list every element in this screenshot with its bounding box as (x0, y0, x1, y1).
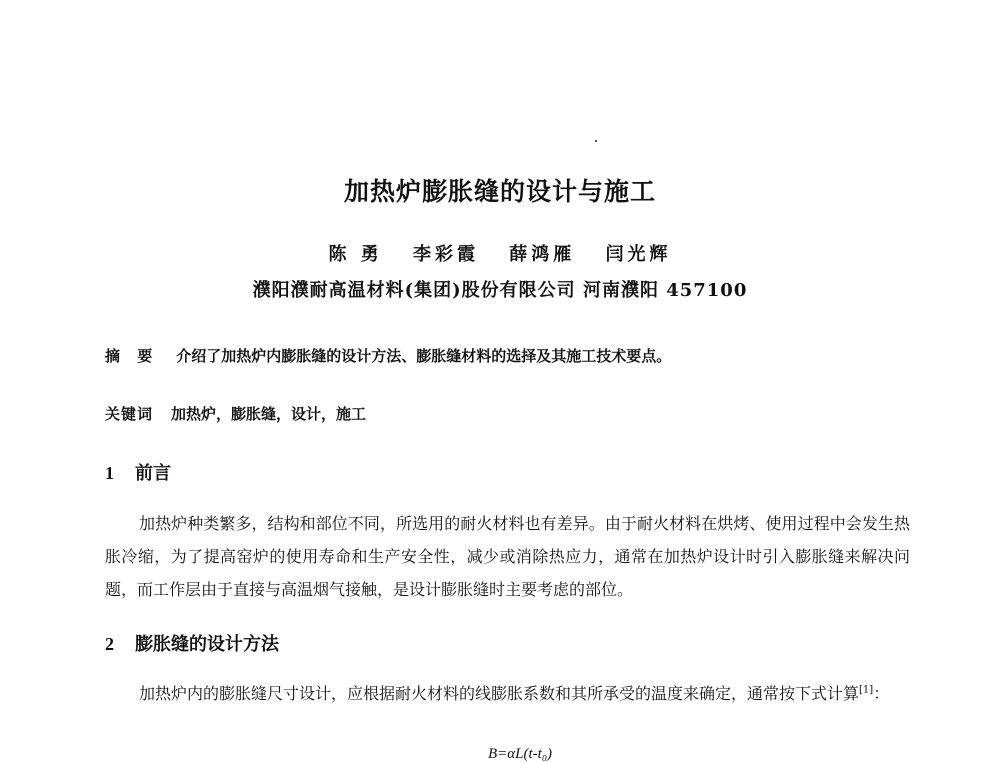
author-list (0, 240, 1000, 266)
author-name: 陈 勇 (328, 244, 383, 265)
paragraph-text: 加热炉内的膨胀缝尺寸设计，应根据耐火材料的线膨胀系数和其所承受的温度来确定，通常按下式计算 (139, 684, 860, 703)
section-number: 1 (105, 463, 114, 483)
section-heading-1 (105, 459, 171, 485)
abstract-label: 摘 要 (105, 347, 159, 365)
keywords-text: 加热炉，膨胀缝，设计，施工 (171, 405, 367, 423)
keywords (105, 403, 366, 424)
keywords-label: 关键词 (105, 405, 154, 423)
section-title: 前言 (135, 463, 171, 484)
affiliation: 濮阳濮耐高温材料(集团)股份有限公司 河南濮阳 457100 (252, 280, 748, 301)
section-number: 2 (105, 634, 114, 654)
formula: B=αL(t-t₀) (488, 746, 553, 762)
scan-speck (595, 140, 597, 142)
section-1-paragraph: 加热炉种类繁多，结构和部位不同，所选用的耐火材料也有差异。由于耐火材料在烘烤、使用过程中会发生热胀冷缩，为了提高窑炉的使用寿命和生产安全性，减少或消除热应力，通常在加热炉设计时引入膨胀缝来解决问题，而工作层由于直接与高温烟气接触，是设计膨胀缝时主要考虑的部位。 (105, 514, 910, 599)
abstract-text: 介绍了加热炉内膨胀缝的设计方法、膨胀缝材料的选择及其施工技术要点。 (176, 347, 672, 365)
section-heading-2 (105, 630, 279, 656)
author-name: 薛鸿雁 (509, 244, 576, 265)
abstract (105, 345, 671, 366)
author-name: 闫光辉 (605, 244, 672, 265)
paper-title: 加热炉膨胀缝的设计与施工 (343, 177, 656, 206)
citation-ref[interactable]: [1] (859, 684, 874, 696)
section-title: 膨胀缝的设计方法 (135, 634, 279, 655)
section-2-paragraph (105, 677, 910, 710)
paragraph-end: ： (873, 684, 890, 703)
author-name: 李彩霞 (413, 244, 479, 265)
